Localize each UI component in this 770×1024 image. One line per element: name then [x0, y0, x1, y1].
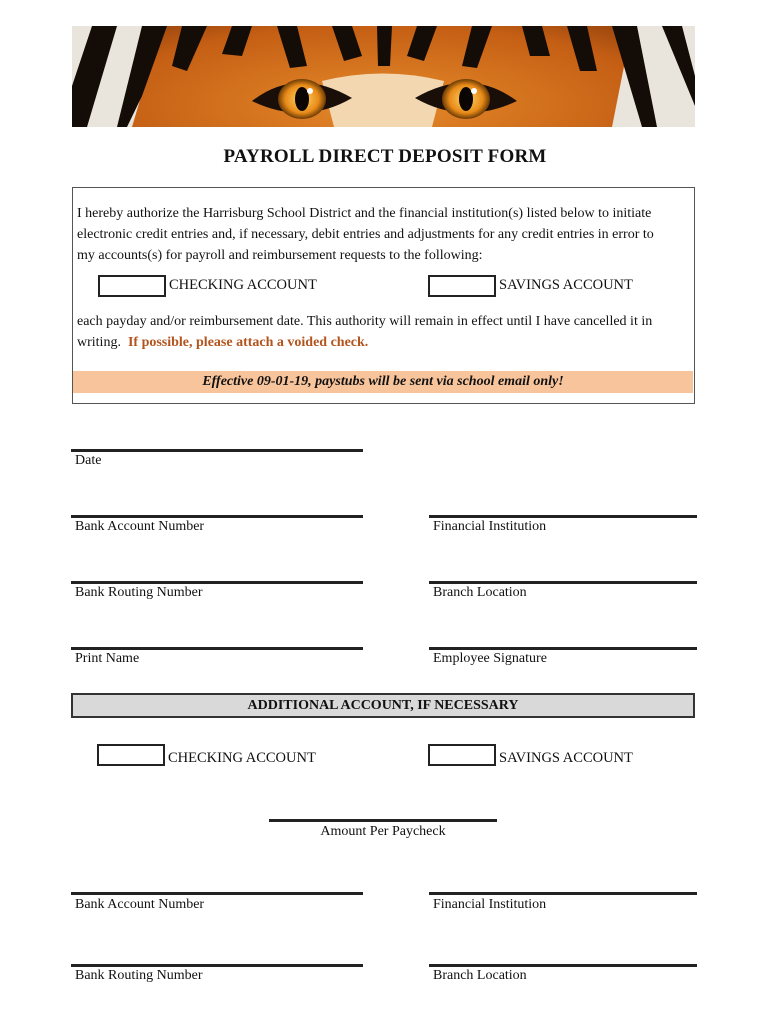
authorization-line: I hereby authorize the Harrisburg School District and the financial institution(s) listed below to initiate	[77, 206, 652, 221]
additional-savings-checkbox[interactable]	[428, 744, 496, 766]
bank-account-number-label: Bank Account Number	[75, 519, 205, 534]
print-name-label: Print Name	[75, 651, 140, 666]
additional-bank-account-number-label: Bank Account Number	[75, 897, 205, 912]
additional-checking-label: CHECKING ACCOUNT	[168, 750, 316, 766]
additional-savings-label: SAVINGS ACCOUNT	[499, 750, 633, 766]
authorization-box	[72, 187, 695, 404]
bank-routing-number-label: Bank Routing Number	[75, 585, 203, 600]
date-field-line[interactable]	[71, 449, 363, 452]
additional-bank-routing-number-label: Bank Routing Number	[75, 968, 203, 983]
financial-institution-line[interactable]	[429, 515, 697, 518]
additional-branch-location-label: Branch Location	[433, 968, 527, 983]
amount-per-paycheck-line[interactable]	[269, 819, 497, 822]
branch-location-label: Branch Location	[433, 585, 527, 600]
employee-signature-line[interactable]	[429, 647, 697, 650]
print-name-line[interactable]	[71, 647, 363, 650]
bank-routing-number-line[interactable]	[71, 581, 363, 584]
continuation-text	[77, 311, 689, 353]
additional-bank-account-number-line[interactable]	[71, 892, 363, 895]
additional-bank-routing-number-line[interactable]	[71, 964, 363, 967]
bank-account-number-line[interactable]	[71, 515, 363, 518]
authorization-text	[77, 203, 689, 266]
date-label: Date	[75, 453, 102, 468]
checking-account-checkbox[interactable]	[98, 275, 166, 297]
additional-checking-checkbox[interactable]	[97, 744, 165, 766]
voided-check-note: If possible, please attach a voided check.	[127, 335, 369, 350]
writing-text: writing.	[77, 335, 121, 350]
additional-financial-institution-line[interactable]	[429, 892, 697, 895]
additional-branch-location-line[interactable]	[429, 964, 697, 967]
page-title: PAYROLL DIRECT DEPOSIT FORM	[223, 146, 547, 167]
employee-signature-label: Employee Signature	[433, 651, 547, 666]
savings-account-checkbox[interactable]	[428, 275, 496, 297]
tiger-eyes-icon	[72, 26, 695, 127]
effective-notice: Effective 09-01-19, paystubs will be sent via school email only!	[73, 371, 693, 393]
financial-institution-label: Financial Institution	[433, 519, 547, 534]
checking-account-label: CHECKING ACCOUNT	[169, 277, 317, 293]
additional-account-heading: ADDITIONAL ACCOUNT, IF NECESSARY	[71, 693, 695, 718]
authorization-line: my accounts(s) for payroll and reimbursement requests to the following:	[77, 248, 483, 263]
authorization-line: electronic credit entries and, if necessary, debit entries and adjustments for any credit entries in error to	[77, 227, 654, 242]
additional-financial-institution-label: Financial Institution	[433, 897, 547, 912]
continuation-line	[77, 332, 689, 353]
amount-per-paycheck-label: Amount Per Paycheck	[320, 824, 446, 839]
continuation-line: each payday and/or reimbursement date. This authority will remain in effect until I have cancelled it in	[77, 314, 653, 329]
tiger-banner-image	[72, 26, 695, 127]
branch-location-line[interactable]	[429, 581, 697, 584]
savings-account-label: SAVINGS ACCOUNT	[499, 277, 633, 293]
